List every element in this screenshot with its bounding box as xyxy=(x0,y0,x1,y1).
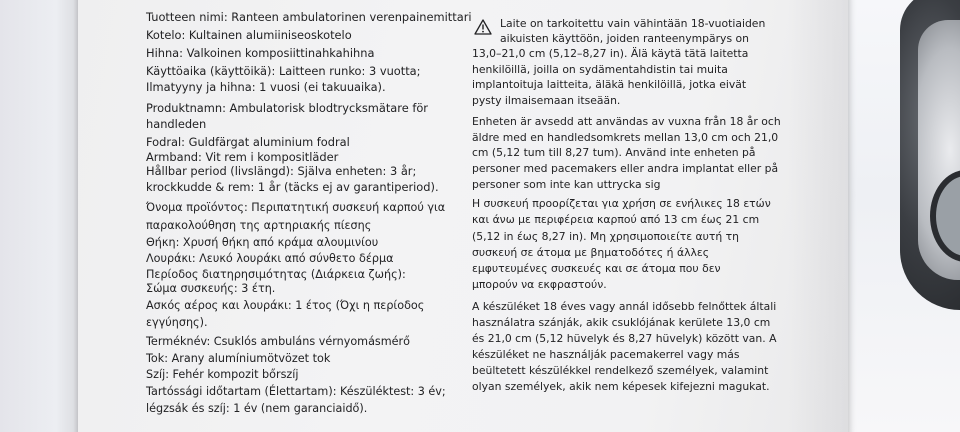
text-line: personer med pacemakers eller andra implantat eller på xyxy=(472,162,779,175)
text-line: Laite on tarkoitettu vain vähintään 18-vuotiaiden xyxy=(500,17,766,30)
fabric-background xyxy=(0,0,80,432)
text-line: handleden xyxy=(146,117,207,131)
warning-triangle-icon xyxy=(474,19,492,35)
text-line: εγγύησης). xyxy=(146,316,208,329)
text-line: Tuotteen nimi: Ranteen ambulatorinen verenpainemittari xyxy=(146,10,472,24)
text-line: Kotelo: Kultainen alumiiniseoskotelo xyxy=(146,28,352,42)
text-line: (5,12 in έως 8,27 in). Μη χρησιμοποιείτε αυτή τη xyxy=(472,230,739,243)
text-line: légzsák és szíj: 1 év (nem garanciaidő). xyxy=(146,402,368,415)
text-line: Ilmatyyny ja hihna: 1 vuosi (ei takuuaika). xyxy=(146,80,386,94)
text-line: használatra szánják, akik csuklójának kerülete 13,0 cm xyxy=(472,316,771,329)
text-line: cm (5,12 tum till 8,27 tum). Använd inte enheten på xyxy=(472,146,756,159)
text-line: Szíj: Fehér kompozit bőrszíj xyxy=(146,368,299,381)
text-line: personer som inte kan uttrycka sig xyxy=(472,178,661,191)
text-line: krockkudde & rem: 1 år (täcks ej av garantiperiod). xyxy=(146,180,439,194)
box-shadow-edge xyxy=(788,0,848,432)
text-line: Σώμα συσκευής: 3 έτη. xyxy=(146,282,276,295)
text-line: εμφυτευμένες συσκευές και σε άτομα που δεν xyxy=(472,262,721,275)
text-line: pysty ilmaisemaan itseään. xyxy=(472,94,621,107)
text-line: és 21,0 cm (5,12 hüvelyk és 8,27 hüvelyk) között van. A xyxy=(472,332,777,345)
text-line: Ασκός αέρος και λουράκι: 1 έτος (Όχι η περίοδος xyxy=(146,299,425,312)
text-line: Armband: Vit rem i kompositläder xyxy=(146,150,339,164)
text-line: Fodral: Guldfärgat aluminium fodral xyxy=(146,135,350,149)
text-line: aikuisten käyttöön, joiden ranteenympärys on xyxy=(500,32,749,45)
text-line: implantoituja laitteita, äläkä henkilöillä, jotka eivät xyxy=(472,78,747,91)
text-line: henkilöillä, joilla on sydämentahdistin tai muita xyxy=(472,63,728,76)
text-line: παρακολούθηση της αρτηριακής πίεσης xyxy=(146,219,372,232)
text-line: olyan személyek, akik nem képesek kifejezni magukat. xyxy=(472,380,770,393)
text-line: 13,0–21,0 cm (5,12–8,27 in). Älä käytä tätä laitetta xyxy=(472,47,749,60)
text-line: Terméknév: Csuklós ambuláns vérnyomásmérő xyxy=(146,335,410,348)
text-line: készüléket ne használják pacemakerrel vagy más xyxy=(472,348,740,361)
text-line: συσκευή σε άτομα με βηματοδότες ή άλλες xyxy=(472,246,710,259)
text-line: Θήκη: Χρυσή θήκη από κράμα αλουμινίου xyxy=(146,236,379,249)
text-line: Tartóssági időtartam (Élettartam): Készüléktest: 3 év; xyxy=(146,385,446,398)
text-line: A készüléket 18 éves vagy annál idősebb felnőttek általi xyxy=(472,300,777,313)
text-line: Produktnamn: Ambulatorisk blodtrycksmätare för xyxy=(146,101,428,115)
text-line: Λουράκι: Λευκό λουράκι από σύνθετο δέρμα xyxy=(146,252,394,265)
text-line: Tok: Arany alumíniumötvözet tok xyxy=(146,352,331,365)
text-line: äldre med en handledsomkrets mellan 13,0 cm och 21,0 xyxy=(472,131,779,144)
text-line: Όνομα προϊόντος: Περιπατητική συσκευή καρπού για xyxy=(146,201,446,214)
text-line: Η συσκευή προορίζεται για χρήση σε ενήλικες 18 ετών xyxy=(472,197,771,210)
text-line: beültetett készülékkel rendelkező személyek, valamint xyxy=(472,364,769,377)
text-line: Enheten är avsedd att användas av vuxna från 18 år och xyxy=(472,115,781,128)
text-line: Hihna: Valkoinen komposiittinahkahihna xyxy=(146,46,375,60)
text-line: μπορούν να εκφραστούν. xyxy=(472,278,607,291)
text-line: Hållbar period (livslängd): Själva enheten: 3 år; xyxy=(146,164,417,178)
text-line: Käyttöaika (käyttöikä): Laitteen runko: 3 vuotta; xyxy=(146,64,421,78)
text-line: Περίοδος διατηρησιμότητας (Διάρκεια ζωής): xyxy=(146,268,406,281)
text-line: και άνω με περιφέρεια καρπού από 13 cm έως 21 cm xyxy=(472,213,760,226)
